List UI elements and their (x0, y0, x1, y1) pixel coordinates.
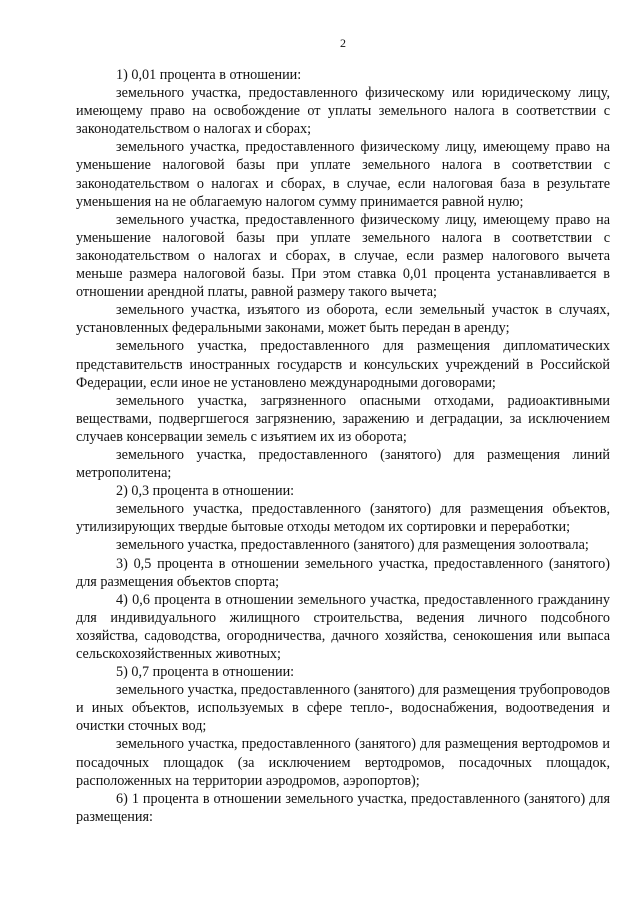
paragraph-tax-deduction-less: земельного участка, предоставленного физическому лицу, имеющему право на уменьшение налоговой базы при уплате земельного налога в соответствии с законодательством о налогах и сборах, в случае, если размер налогового вычета меньше размера налоговой базы. При этом ставка 0,01 процента устанавливается в отношении арендной платы, равной размеру такого вычета; (76, 211, 610, 301)
paragraph-pipelines: земельного участка, предоставленного (занятого) для размещения трубопроводов и иных объектов, используемых в сфере тепло-, водоснабжения, водоотведения и очистки сточных вод; (76, 682, 610, 735)
paragraph-contaminated-land: земельного участка, загрязненного опасными отходами, радиоактивными веществами, подвергшегося загрязнению, заражению и деградации, за исключением случаев консервации земель с изъятием их из оборота; (76, 392, 610, 445)
paragraph-metro-lines: земельного участка, предоставленного (занятого) для размещения линий метрополитена; (76, 446, 610, 482)
paragraph-heliports: земельного участка, предоставленного (занятого) для размещения вертодромов и посадочных площадок (за исключением вертодромов, посадочных площадок, расположенных на территории аэродромов, аэропортов); (76, 736, 610, 789)
paragraph-withdrawn-from-circulation: земельного участка, изъятого из оборота, если земельный участок в случаях, установленных федеральными законами, может быть передан в аренду; (76, 302, 610, 337)
paragraph-item-3-sports: 3) 0,5 процента в отношении земельного участка, предоставленного (занятого) для размещения объектов спорта; (76, 555, 610, 590)
paragraph-item-6: 6) 1 процента в отношении земельного участка, предоставленного (занятого) для размещения: (76, 790, 610, 825)
document-page (76, 36, 610, 826)
paragraph-waste-recycling: земельного участка, предоставленного (занятого) для размещения объектов, утилизирующих твердые бытовые отходы методом их сортировки и переработки; (76, 501, 610, 536)
paragraph-item-4-housing: 4) 0,6 процента в отношении земельного участка, предоставленного гражданину для индивидуального жилищного строительства, ведения личного подсобного хозяйства, садоводства, огородничества, дачного хозяйства, сенокошения или выпаса сельскохозяйственных животных; (76, 591, 610, 662)
page-number: 2 (340, 36, 346, 50)
paragraph-ash-dump: земельного участка, предоставленного (занятого) для размещения золоотвала; (116, 537, 589, 554)
paragraph-physical-or-legal-exempt: земельного участка, предоставленного физическому или юридическому лицу, имеющему право на освобождение от уплаты земельного налога в соответствии с законодательством о налогах и сборах; (76, 85, 610, 138)
paragraph-item-1: 1) 0,01 процента в отношении: (116, 67, 302, 83)
paragraph-item-5: 5) 0,7 процента в отношении: (116, 664, 295, 681)
paragraph-item-2: 2) 0,3 процента в отношении: (116, 483, 295, 500)
paragraph-tax-base-zero: земельного участка, предоставленного физическому лицу, имеющему право на уменьшение налоговой базы при уплате земельного налога в соответствии с законодательством о налогах и сборах, в случае, если налоговая база в результате уменьшения на не облагаемую налогом сумму принимается равной нулю; (76, 139, 610, 210)
paragraph-diplomatic-missions: земельного участка, предоставленного для размещения дипломатических представительств иностранных государств и консульских учреждений в Российской Федерации, если иное не установлено международными договорами; (76, 338, 610, 391)
